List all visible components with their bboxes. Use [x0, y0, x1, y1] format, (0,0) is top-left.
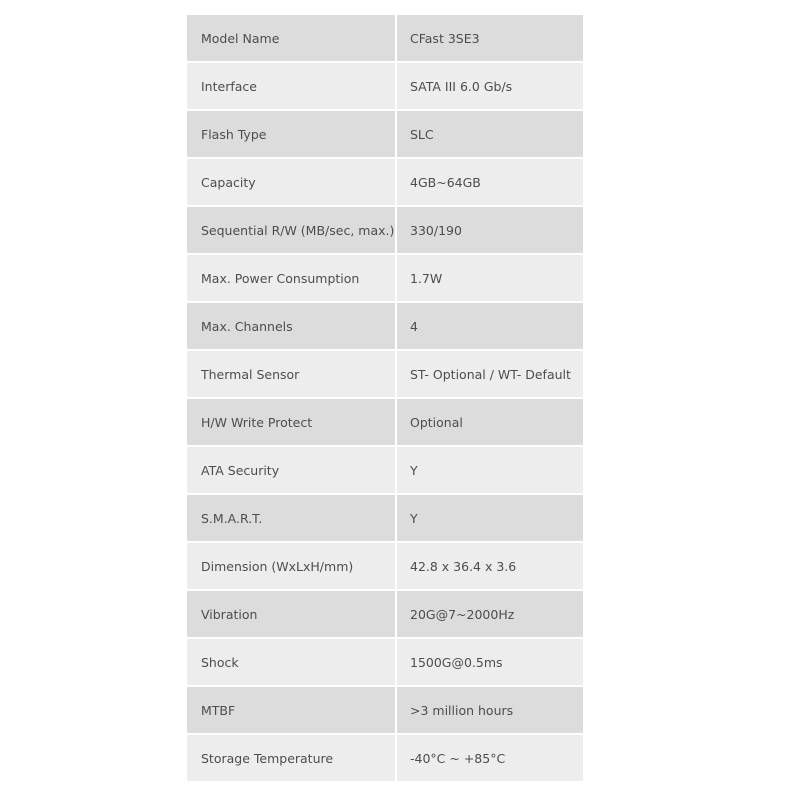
spec-label: Sequential R/W (MB/sec, max.)	[187, 207, 397, 255]
spec-label: Dimension (WxLxH/mm)	[187, 543, 397, 591]
spec-table	[187, 15, 583, 781]
spec-value: Y	[397, 447, 583, 495]
spec-value: 4GB~64GB	[397, 159, 583, 207]
spec-label: H/W Write Protect	[187, 399, 397, 447]
spec-label: Vibration	[187, 591, 397, 639]
spec-label: MTBF	[187, 687, 397, 735]
table-row-ata-security	[187, 447, 583, 495]
spec-label: Thermal Sensor	[187, 351, 397, 399]
spec-value: SATA III 6.0 Gb/s	[397, 63, 583, 111]
table-row-capacity	[187, 159, 583, 207]
table-row-vibration	[187, 591, 583, 639]
table-row-sequential-rw	[187, 207, 583, 255]
spec-value: CFast 3SE3	[397, 15, 583, 63]
spec-label: Capacity	[187, 159, 397, 207]
spec-value: Optional	[397, 399, 583, 447]
spec-value: 1.7W	[397, 255, 583, 303]
spec-label: Max. Power Consumption	[187, 255, 397, 303]
spec-value: 330/190	[397, 207, 583, 255]
spec-label: S.M.A.R.T.	[187, 495, 397, 543]
table-row-storage-temperature	[187, 735, 583, 781]
table-row-write-protect	[187, 399, 583, 447]
spec-value: 4	[397, 303, 583, 351]
spec-value: 42.8 x 36.4 x 3.6	[397, 543, 583, 591]
table-row-dimension	[187, 543, 583, 591]
table-row-shock	[187, 639, 583, 687]
spec-table-body	[187, 15, 583, 781]
spec-label: Max. Channels	[187, 303, 397, 351]
table-row-max-power	[187, 255, 583, 303]
table-row-mtbf	[187, 687, 583, 735]
table-row-flash-type	[187, 111, 583, 159]
spec-value: ST- Optional / WT- Default	[397, 351, 583, 399]
spec-value: >3 million hours	[397, 687, 583, 735]
spec-label: Model Name	[187, 15, 397, 63]
spec-label: Shock	[187, 639, 397, 687]
table-row-max-channels	[187, 303, 583, 351]
spec-label: Storage Temperature	[187, 735, 397, 781]
spec-label: Interface	[187, 63, 397, 111]
spec-label: ATA Security	[187, 447, 397, 495]
table-row-smart	[187, 495, 583, 543]
spec-value: 1500G@0.5ms	[397, 639, 583, 687]
spec-label: Flash Type	[187, 111, 397, 159]
table-row-thermal-sensor	[187, 351, 583, 399]
table-row-interface	[187, 63, 583, 111]
spec-value: SLC	[397, 111, 583, 159]
spec-value: Y	[397, 495, 583, 543]
spec-value: -40°C ~ +85°C	[397, 735, 583, 781]
spec-value: 20G@7~2000Hz	[397, 591, 583, 639]
table-row-model-name	[187, 15, 583, 63]
